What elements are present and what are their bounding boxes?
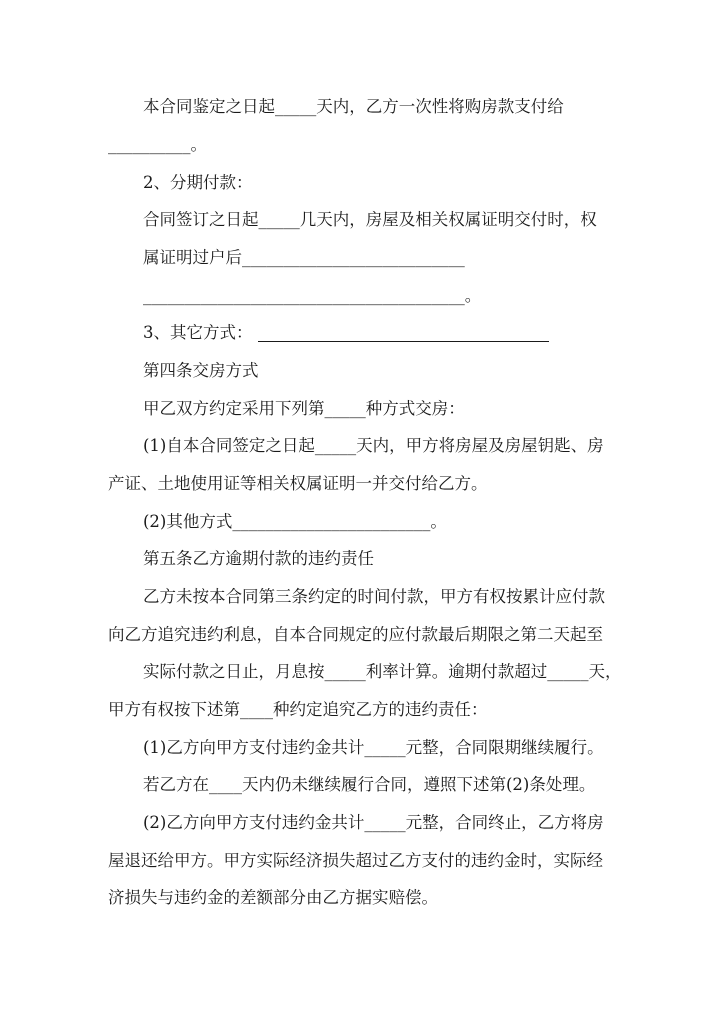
text-line: 合同签订之日起_____几天内，房屋及相关权属证明交付时，权 (143, 210, 597, 229)
section-heading: 3、其它方式： (143, 323, 253, 342)
text-line: __________。 (108, 135, 207, 154)
text-line: (2)乙方向甲方支付违约金共计_____元整，合同终止，乙方将房 (143, 813, 604, 832)
fill-in-line (258, 341, 549, 342)
text-line: (1)乙方向甲方支付违约金共计_____元整，合同限期继续履行。 (143, 738, 604, 757)
text-line: (1)自本合同签定之日起_____天内，甲方将房屋及房屋钥匙、房 (143, 436, 604, 455)
article-heading: 第五条乙方逾期付款的违约责任 (143, 549, 374, 568)
text-line: (2)其他方式________________________。 (143, 512, 447, 531)
text-line: 乙方未按本合同第三条约定的时间付款，甲方有权按累计应付款 (143, 587, 605, 606)
text-line: 向乙方追究违约利息，自本合同规定的应付款最后期限之第二天起至 (108, 625, 603, 644)
text-line: _______________________________________。 (143, 286, 482, 305)
text-line: 甲乙双方约定采用下列第_____种方式交房： (143, 399, 465, 418)
section-heading: 2、分期付款： (143, 173, 253, 192)
text-line: 若乙方在____天内仍未继续履行合同，遵照下述第(2)条处理。 (143, 775, 596, 794)
text-line: 产证、土地使用证等相关权属证明一并交付给乙方。 (108, 474, 488, 493)
article-heading: 第四条交房方式 (143, 361, 259, 380)
text-line: 实际付款之日止，月息按_____利率计算。逾期付款超过_____天， (143, 662, 622, 681)
text-line: 本合同鉴定之日起_____天内，乙方一次性将购房款支付给 (143, 97, 564, 116)
text-line: 济损失与违约金的差额部分由乙方据实赔偿。 (108, 888, 438, 907)
text-line: 甲方有权按下述第____种约定追究乙方的违约责任： (108, 700, 488, 719)
text-line: 属证明过户后___________________________ (143, 248, 465, 267)
text-line: 屋退还给甲方。甲方实际经济损失超过乙方支付的违约金时，实际经 (108, 851, 603, 870)
